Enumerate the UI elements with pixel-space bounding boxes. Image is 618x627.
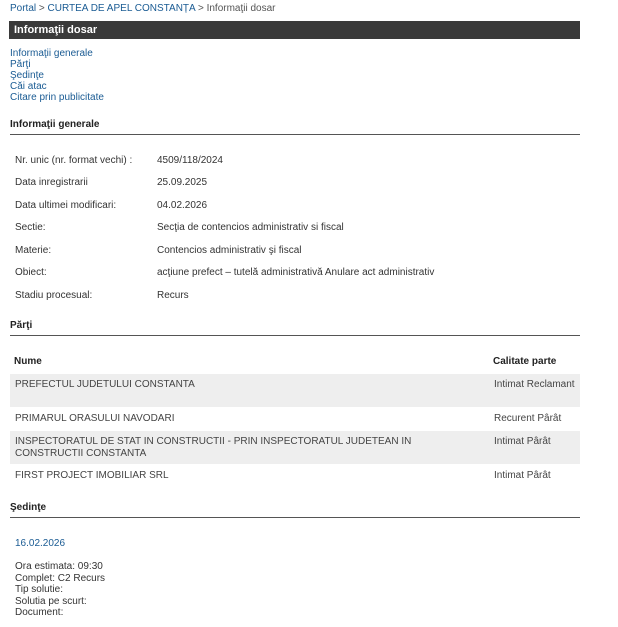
info-label: Nr. unic (nr. format vechi) : (15, 155, 133, 166)
toc-link-cai-atac[interactable]: Căi atac (10, 81, 47, 92)
session-date: 16.02.2026 (15, 538, 66, 549)
breadcrumb-portal-link[interactable]: Portal (10, 3, 37, 14)
section-heading-general: Informaţii generale (10, 119, 580, 135)
info-value: acţiune prefect – tutelă administrativă Anulare act administrativ (157, 267, 435, 278)
info-label: Obiect: (15, 267, 47, 278)
party-role: Recurent Pârât (494, 413, 562, 424)
info-label: Sectie: (15, 222, 46, 233)
party-role: Intimat Reclamant (494, 379, 575, 390)
breadcrumb (10, 3, 276, 14)
info-label: Data inregistrarii (15, 177, 88, 188)
info-value: Contencios administrativ şi fiscal (157, 245, 302, 256)
breadcrumb-separator: > (38, 3, 45, 14)
toc-link-sedinte[interactable]: Şedinţe (10, 70, 44, 81)
info-label: Materie: (15, 245, 52, 256)
party-role: Intimat Pârât (494, 436, 551, 447)
party-name: FIRST PROJECT IMOBILIAR SRL (15, 470, 169, 481)
session-solution-summary: Solutia pe scurt: (15, 595, 87, 607)
info-label: Stadiu procesual: (15, 290, 93, 301)
info-value: 4509/118/2024 (157, 155, 223, 166)
section-heading-sedinte: Şedinţe (10, 502, 580, 518)
info-value: 25.09.2025 (157, 177, 208, 188)
party-name: INSPECTORATUL DE STAT IN CONSTRUCTII - PRIN INSPECTORATUL JUDETEAN IN CONSTRUCTII CONSTANTA (15, 436, 412, 459)
session-solution-type: Tip solutie: (15, 584, 63, 595)
breadcrumb-separator: > (197, 3, 204, 14)
info-value: Recurs (157, 290, 189, 301)
section-heading-parti: Părţi (10, 320, 580, 336)
parti-table-header (10, 352, 580, 372)
breadcrumb-court-link[interactable]: CURTEA DE APEL CONSTANȚA (47, 3, 196, 14)
breadcrumb-current: Informaţii dosar (206, 3, 276, 14)
info-value: Secţia de contencios administrativ si fiscal (157, 222, 344, 233)
toc-link-parti[interactable]: Părţi (10, 59, 31, 70)
column-header-nume: Nume (14, 356, 42, 367)
session-panel: Complet: C2 Recurs (15, 572, 106, 584)
table-row (10, 431, 580, 464)
table-row (10, 408, 580, 430)
party-role: Intimat Pârât (494, 470, 551, 481)
info-value: 04.02.2026 (157, 200, 208, 211)
party-name: PRIMARUL ORASULUI NAVODARI (15, 413, 175, 424)
toc-link-citare-publicitate[interactable]: Citare prin publicitate (10, 92, 104, 103)
table-of-contents (10, 48, 104, 103)
table-row (10, 374, 580, 407)
session-details (15, 561, 105, 619)
session-document: Document: (15, 607, 64, 618)
table-row (10, 465, 580, 487)
party-name: PREFECTUL JUDETULUI CONSTANTA (15, 379, 195, 390)
info-label: Data ultimei modificari: (15, 200, 117, 211)
column-header-calitate: Calitate parte (493, 356, 557, 367)
page-title: Informaţii dosar (9, 21, 580, 39)
session-estimated-time: Ora estimata: 09:30 (15, 561, 103, 572)
toc-link-informatii-generale[interactable]: Informaţii generale (10, 48, 93, 59)
